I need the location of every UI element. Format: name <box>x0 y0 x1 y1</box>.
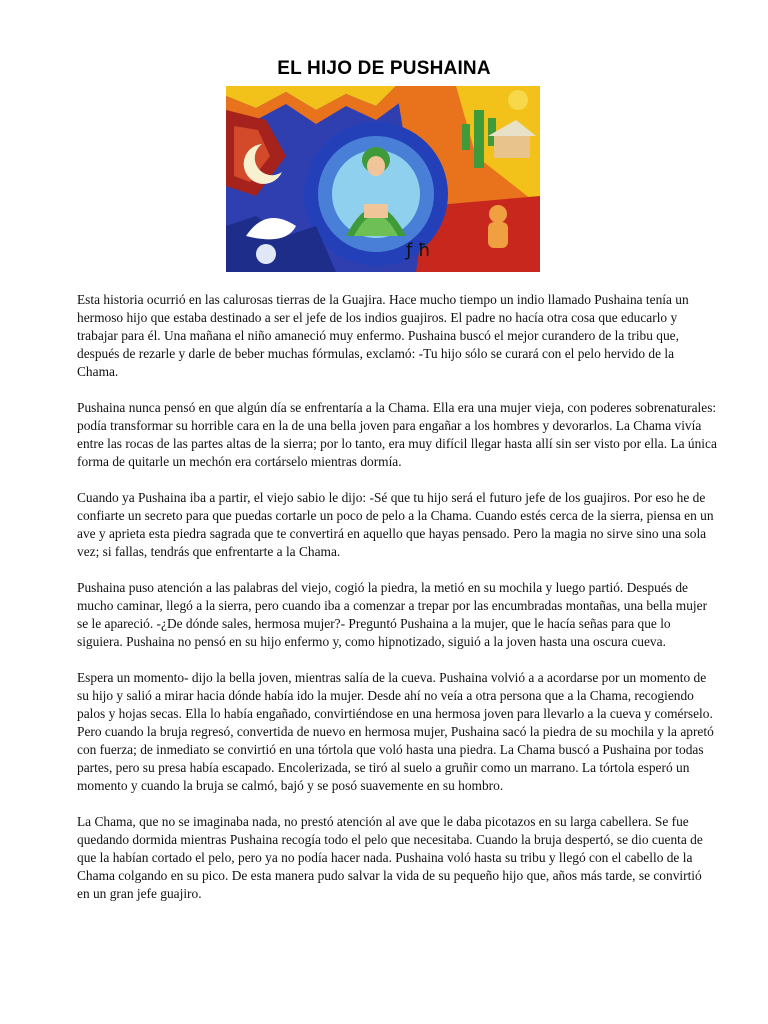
story-illustration <box>226 86 540 272</box>
story-paragraph: Esta historia ocurrió en las calurosas tierras de la Guajira. Hace mucho tiempo un indio llamado Pushaina tenía un hermoso hijo que estaba destinado a ser el jefe de los indios guajiros. El padre no hacía otra cosa que educarlo y trabajar para él. Una mañana el niño amaneció muy enfermo. Pushaina buscó el mejor curandero de la tribu que, después de rezarle y darle de beber muchas fórmulas, exclamó: -Tu hijo sólo se curará con el pelo hervido de la Chama. <box>77 292 689 379</box>
story-paragraph: Pushaina puso atención a las palabras del viejo, cogió la piedra, la metió en su mochila y luego partió. Después de mucho caminar, llegó a la sierra, pero cuando iba a comenzar a trepar por las encumbradas montañas, una bella mujer se le apareció. -¿De dónde sales, hermosa mujer?- Preguntó Pushaina a la mujer, que le hacía señas para que lo siguiera. Pushaina no pensó en su hijo enfermo y, como hipnotizado, siguió a la joven hasta una oscura cueva. <box>77 580 708 649</box>
svg-text:ƒ ħ: ƒ ħ <box>406 240 431 261</box>
story-paragraph: Cuando ya Pushaina iba a partir, el viejo sabio le dijo: -Sé que tu hijo será el futuro jefe de los guajiros. Por eso he de confiarte un secreto para que puedas cortarle un poco de pelo a la Chama. Cuando estés cerca de la sierra, piensa en un ave y aprieta esta piedra sagrada que te convertirá en aquello que hayas pensado. Pero la magia no sirve sino una sola vez; si fallas, tendrás que enfrentarte a la Chama. <box>77 490 714 559</box>
wayuu-mural-illustration <box>226 86 540 272</box>
story-text <box>77 291 717 921</box>
story-paragraph: La Chama, que no se imaginaba nada, no prestó atención al ave que le daba picotazos en su larga cabellera. Se fue quedando dormida mientras Pushaina recogía todo el pelo que necesitaba. Cuando la bruja despertó, se dio cuenta de que la habían cortado el pelo, pero ya no podía hacer nada. Pushaina voló hasta su tribu y llegó con el cabello de la Chama colgando en su pico. De esta manera pudo salvar la vida de su pequeño hijo que, años más tarde, se convirtió en un gran jefe guajiro. <box>77 814 703 901</box>
page-title: EL HIJO DE PUSHAINA <box>277 58 491 79</box>
story-paragraph: Espera un momento- dijo la bella joven, mientras salía de la cueva. Pushaina volvió a a acordarse por un momento de su hijo y salió a mirar hacia dónde había ido la mujer. Desde ahí no veía a otra persona que a la Chama, recogiendo palos y hojas secas. Ella lo había engañado, convirtiéndose en una hermosa joven para llevarlo a la cueva y comérselo. Pero cuando la bruja regresó, convertida de nuevo en hermosa mujer, Pushaina sacó la piedra de su mochila y la apretó con fuerza; de inmediato se convirtió en una tórtola que voló hasta una piedra. La Chama buscó a Pushaina por todas partes, pero su presa había escapado. Encolerizada, se tiró al suelo a gruñir como un marrano. La tórtola esperó un momento y cuando la bruja se calmó, bajó y se posó suavemente en su hombro. <box>77 670 714 793</box>
story-paragraph: Pushaina nunca pensó en que algún día se enfrentaría a la Chama. Ella era una mujer vieja, con poderes sobrenaturales: podía transformar su horrible cara en la de una bella joven para engañar a los hombres y devorarlos. La Chama vivía entre las rocas de las partes altas de la sierra; por lo tanto, era muy difícil llegar hasta allí sin ser visto por ella. La única forma de quitarle un mechón era cortárselo mientras dormía. <box>77 400 717 469</box>
